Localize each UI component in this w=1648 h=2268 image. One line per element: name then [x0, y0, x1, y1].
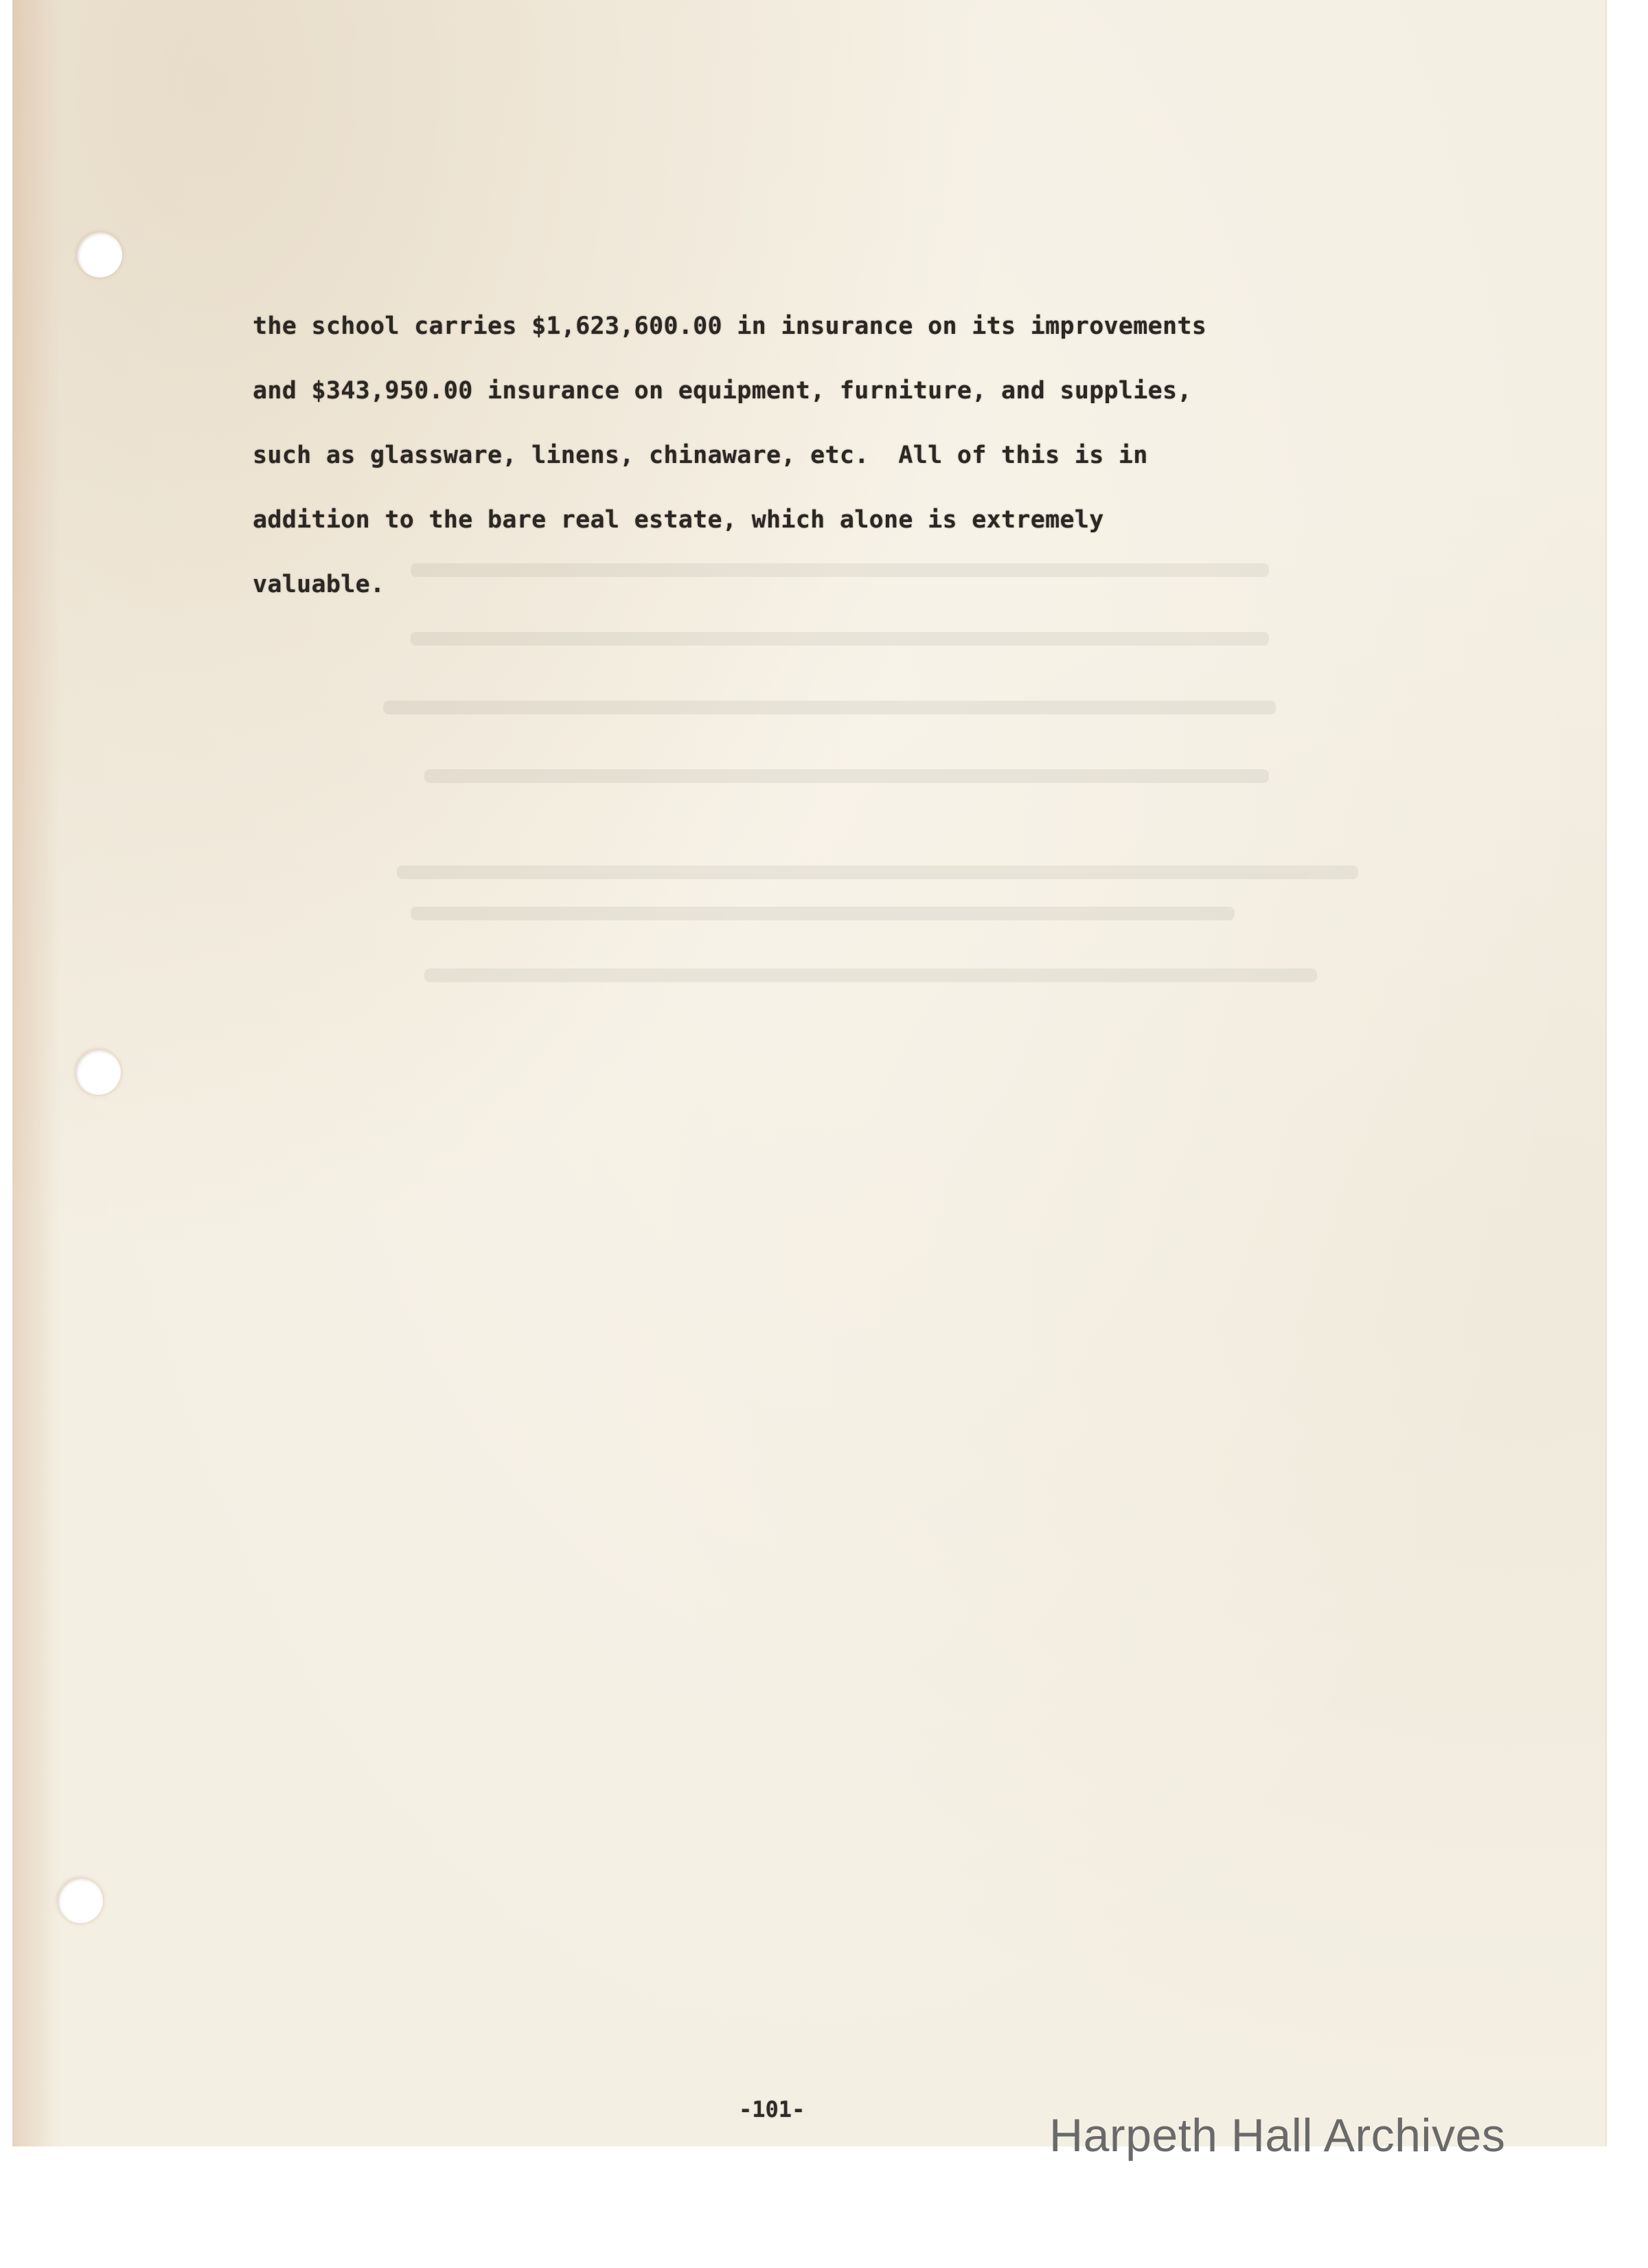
text-line: valuable. [253, 571, 385, 598]
punch-hole [77, 232, 122, 277]
punch-hole [76, 1050, 121, 1095]
bleed-through [383, 549, 1413, 1030]
archive-watermark: Harpeth Hall Archives [1049, 2109, 1506, 2162]
page-number: -101- [739, 2096, 805, 2122]
punch-hole [58, 1878, 103, 1923]
typed-paragraph [253, 294, 1530, 617]
text-line: the school carries $1,623,600.00 in insurance on its improvements [253, 313, 1207, 340]
text-line: and $343,950.00 insurance on equipment, furniture, and supplies, [253, 377, 1192, 405]
text-line: such as glassware, linens, chinaware, etc. All of this is in [253, 442, 1148, 469]
text-line: addition to the bare real estate, which alone is extremely [253, 506, 1104, 534]
paper-stain [12, 0, 60, 2146]
